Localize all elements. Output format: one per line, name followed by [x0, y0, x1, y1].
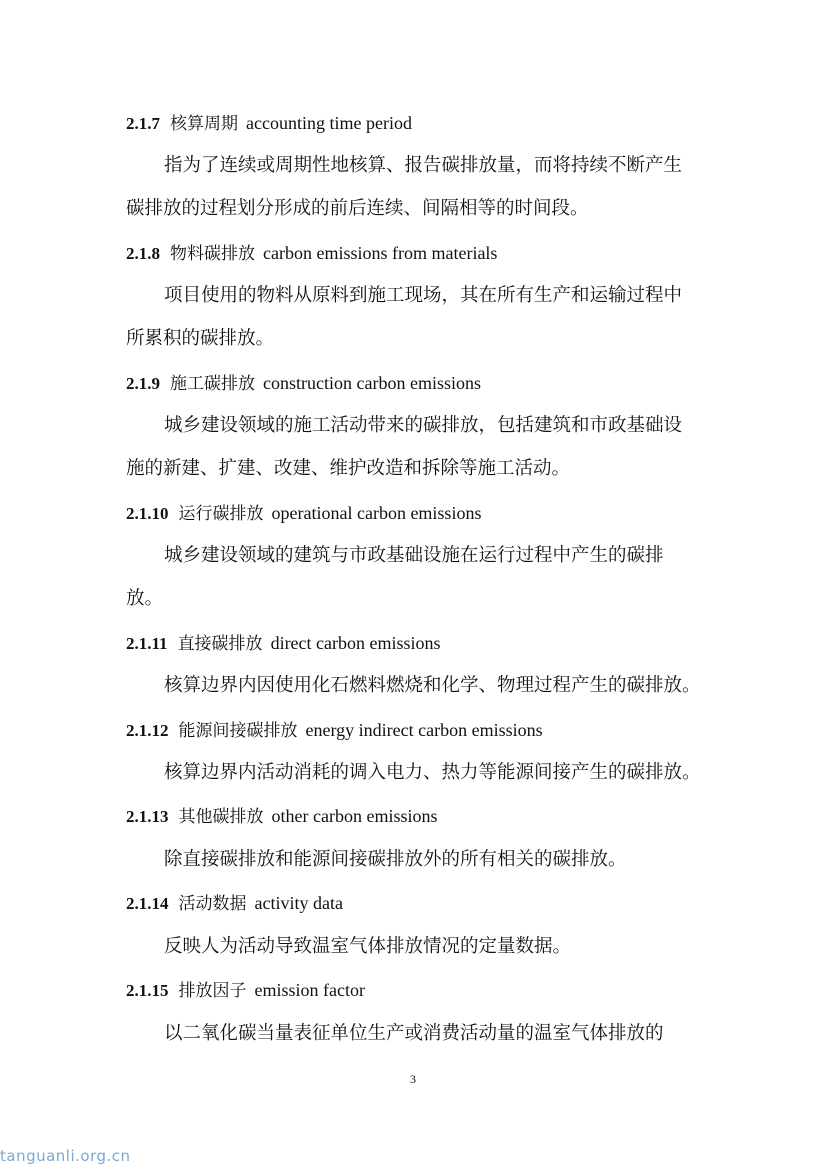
term-english: construction carbon emissions [263, 373, 481, 393]
term-english: direct carbon emissions [270, 633, 441, 653]
term-english: other carbon emissions [271, 806, 438, 826]
term-heading-2-1-8 [126, 241, 497, 266]
term-chinese: 施工碳排放 [170, 374, 255, 394]
definition-line: 所累积的碳排放。 [126, 328, 275, 349]
term-chinese: 运行碳排放 [178, 504, 264, 524]
term-number: 2.1.8 [126, 244, 160, 263]
term-heading-2-1-14 [126, 891, 343, 916]
term-number: 2.1.15 [126, 981, 169, 1000]
definition-line: 项目使用的物料从原料到施工现场，其在所有生产和运输过程中 [164, 285, 683, 306]
watermark-text: tanguanli.org.cn [0, 1147, 131, 1165]
definition-line: 放。 [126, 588, 164, 609]
term-english: carbon emissions from materials [263, 243, 498, 263]
term-english: operational carbon emissions [271, 503, 482, 523]
term-chinese: 直接碳排放 [177, 634, 263, 654]
definition-line: 指为了连续或周期性地核算、报告碳排放量，而将持续不断产生 [164, 155, 683, 176]
definition-line: 核算边界内因使用化石燃料燃烧和化学、物理过程产生的碳排放。 [164, 675, 701, 696]
term-number: 2.1.10 [126, 504, 169, 523]
definition-line: 核算边界内活动消耗的调入电力、热力等能源间接产生的碳排放。 [164, 762, 701, 783]
page-number: 3 [410, 1072, 416, 1086]
definition-line: 施的新建、扩建、改建、维护改造和拆除等施工活动。 [126, 458, 571, 479]
term-heading-2-1-9 [126, 371, 481, 396]
term-chinese: 能源间接碳排放 [178, 721, 298, 741]
term-heading-2-1-10 [126, 501, 481, 526]
term-chinese: 排放因子 [178, 981, 247, 1001]
term-number: 2.1.14 [126, 894, 169, 913]
term-heading-2-1-13 [126, 804, 437, 829]
term-chinese: 其他碳排放 [178, 807, 264, 827]
definition-line: 以二氧化碳当量表征单位生产或消费活动量的温室气体排放的 [164, 1023, 664, 1044]
term-english: energy indirect carbon emissions [305, 720, 543, 740]
term-chinese: 核算周期 [170, 114, 238, 134]
term-english: activity data [254, 893, 343, 913]
term-number: 2.1.7 [126, 114, 160, 133]
definition-line: 除直接碳排放和能源间接碳排放外的所有相关的碳排放。 [164, 849, 627, 870]
term-number: 2.1.11 [126, 634, 168, 653]
term-heading-2-1-12 [126, 718, 543, 743]
term-english: accounting time period [246, 113, 412, 133]
term-number: 2.1.12 [126, 721, 169, 740]
term-number: 2.1.9 [126, 374, 160, 393]
definition-line: 反映人为活动导致温室气体排放情况的定量数据。 [164, 936, 572, 957]
definition-line: 城乡建设领域的建筑与市政基础设施在运行过程中产生的碳排 [164, 545, 664, 566]
term-number: 2.1.13 [126, 807, 169, 826]
definition-line: 城乡建设领域的施工活动带来的碳排放，包括建筑和市政基础设 [164, 415, 683, 436]
term-chinese: 物料碳排放 [170, 244, 255, 264]
term-heading-2-1-7 [126, 111, 412, 136]
term-heading-2-1-11 [126, 631, 441, 656]
term-heading-2-1-15 [126, 978, 365, 1003]
definition-line: 碳排放的过程划分形成的前后连续、间隔相等的时间段。 [126, 198, 589, 219]
term-chinese: 活动数据 [178, 894, 247, 914]
term-english: emission factor [254, 980, 365, 1000]
